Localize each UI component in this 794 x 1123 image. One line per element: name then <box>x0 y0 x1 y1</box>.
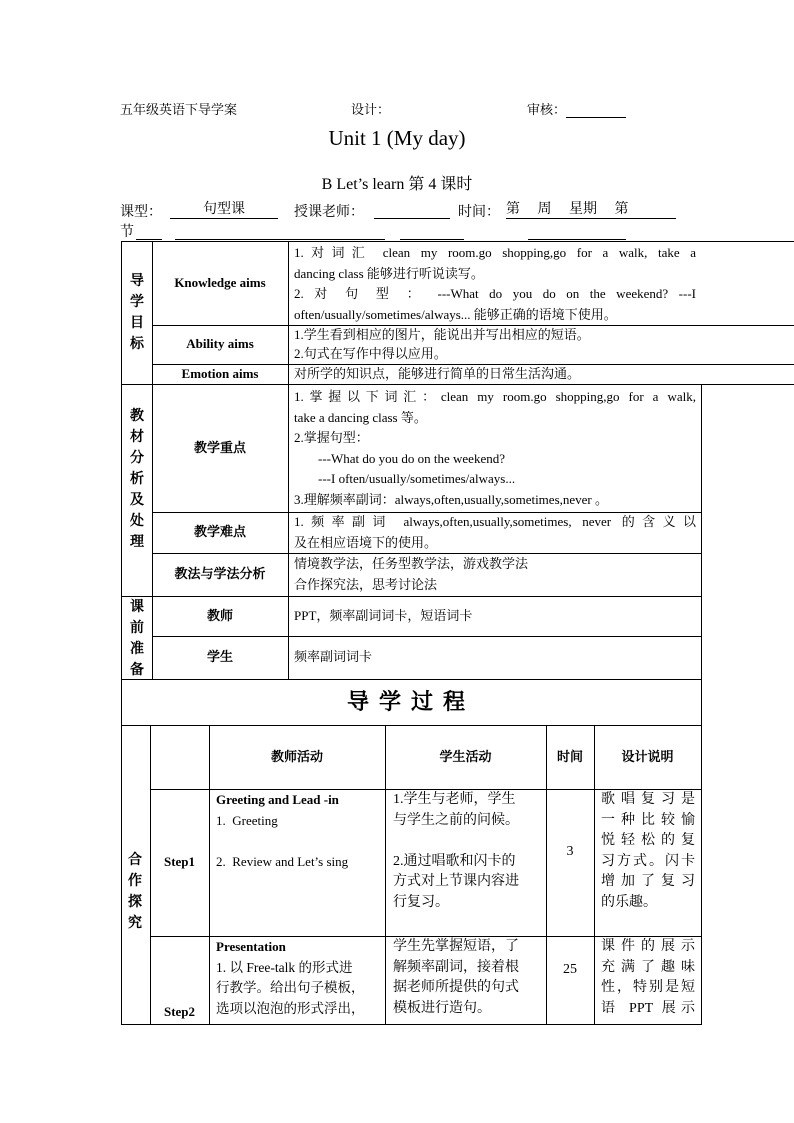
text-line: 课件的展示 <box>601 939 695 954</box>
aims-label: 导学目标 <box>130 274 144 352</box>
step2-teacher-title: Presentation <box>216 939 286 954</box>
text-line: 1.对词汇 clean my room.go shopping,go for a walk, take a <box>294 245 696 260</box>
step1-time: 3 <box>566 844 574 859</box>
knowledge-aims-text <box>294 243 696 325</box>
blank-line <box>400 239 464 240</box>
text-line: 2.通过唱歌和闪卡的 <box>393 853 516 869</box>
text-line: 选项以泡泡的形式浮出， <box>216 1000 365 1016</box>
analysis-label: 教材分析及处理 <box>130 409 144 550</box>
prep-teacher-label: 教师 <box>206 607 233 623</box>
step1-student-activity <box>393 790 543 913</box>
text-line: 与学生之前的问候。 <box>393 812 519 828</box>
type-value: 句型课 <box>170 201 278 219</box>
design-label: 设计： <box>351 102 391 117</box>
text-line: 合作探究法，思考讨论法 <box>294 576 438 592</box>
text-line: dancing class 能够进行听说读写。 <box>294 265 484 281</box>
step2-teacher-activity <box>216 937 382 1019</box>
text-line: 及在相应语境下的使用。 <box>294 534 438 550</box>
step1-teacher-activity <box>216 790 382 872</box>
text-line: 1.频率副词 always,often,usually,sometimes, never 的含义以 <box>294 514 696 529</box>
step1-label: Step1 <box>163 854 196 870</box>
text-line: 2.掌握句型： <box>294 430 369 445</box>
prep-student-label: 学生 <box>206 649 233 665</box>
process-side-label: 合作探究 <box>128 853 142 931</box>
process-title: 导学过程 <box>346 688 475 714</box>
text-line: 方式对上节课内容进 <box>393 874 519 889</box>
text-line: 1. 以 Free-talk 的形式进 <box>216 959 353 975</box>
text-line: 行复习。 <box>393 894 449 910</box>
text-line: 2. Review and Let’s sing <box>216 853 349 869</box>
page-title: Unit 1 (My day) <box>328 126 466 150</box>
review-field <box>527 99 626 118</box>
text-line: 充满了趣味 <box>601 959 695 975</box>
blank-line <box>136 239 162 240</box>
text-line: 1.学生看到相应的图片，能说出并写出相应的短语。 <box>294 327 590 342</box>
method-text <box>294 554 696 595</box>
ability-aims-label: Ability aims <box>186 336 254 352</box>
text-line: often/usually/sometimes/always... 能够正确的语境下使用。 <box>294 306 617 322</box>
text-line: 据老师所提供的句式 <box>393 980 519 995</box>
doc-name: 五年级英语下导学案 <box>120 102 238 117</box>
text-line: 悦轻松的复 <box>601 833 695 848</box>
header-teacher-activity: 教师活动 <box>270 748 323 764</box>
step1-teacher-title: Greeting and Lead -in <box>216 792 339 807</box>
blank-line <box>175 239 385 240</box>
step1-design-note <box>601 790 695 913</box>
text-line: 习方式。闪卡 <box>601 853 695 869</box>
step2-design-note <box>601 937 695 1019</box>
method-label: 教法与学法分析 <box>174 566 266 582</box>
text-line: take a dancing class 等。 <box>294 409 427 425</box>
text-line: 学生先掌握短语，了 <box>393 939 519 954</box>
text-line: 情境教学法，任务型教学法，游戏教学法 <box>294 556 529 571</box>
text-line: ---What do you do on the weekend? <box>318 450 505 466</box>
review-blank <box>566 103 626 118</box>
text-line: 行教学。给出句子模板， <box>216 980 365 995</box>
text-line: 的乐趣。 <box>601 894 657 910</box>
difficulty-text <box>294 512 696 553</box>
text-line: 1.掌握以下词汇：clean my room.go shopping,go for a walk, <box>294 389 696 404</box>
text-line: 1.学生与老师，学生 <box>393 792 516 807</box>
key-points-label: 教学重点 <box>193 439 246 455</box>
time-value: 第 周 星期 第 <box>506 201 676 219</box>
text-line: 语 PPT 展示 <box>601 1000 695 1016</box>
prep-label: 课前准备 <box>130 600 144 678</box>
teacher-label: 授课老师： <box>294 205 364 220</box>
time-label: 时间： <box>458 205 500 220</box>
teacher-blank <box>374 201 450 219</box>
header-student-activity: 学生活动 <box>439 748 492 764</box>
emotion-aims-text: 对所学的知识点，能够进行简单的日常生活沟通。 <box>294 366 581 381</box>
prep-teacher-value: PPT，频率副词词卡，短语词卡 <box>294 607 473 623</box>
text-line: 2.句式在写作中得以应用。 <box>294 346 447 361</box>
emotion-aims-label: Emotion aims <box>181 365 259 381</box>
header-design-note: 设计说明 <box>621 748 674 764</box>
text-line: 一种比较愉 <box>601 812 695 828</box>
text-line: 2. 对 句 型 ： ---What do you do on the weekend? ---I <box>294 286 696 301</box>
prep-student-value: 频率副词词卡 <box>294 649 373 665</box>
step2-student-activity <box>393 937 543 1019</box>
text-line: ---I often/usually/sometimes/always... <box>318 471 516 486</box>
section-label: 节 <box>120 225 134 240</box>
type-label: 课型： <box>120 205 162 220</box>
step2-label: Step2 <box>163 1004 196 1019</box>
review-label: 审核： <box>527 102 567 117</box>
header-time: 时间 <box>556 748 583 764</box>
knowledge-aims-label: Knowledge aims <box>174 274 266 290</box>
blank-line <box>528 239 626 240</box>
text-line: 解频率副词，接着根 <box>393 959 519 975</box>
ability-aims-text <box>294 325 696 363</box>
text-line: 性，特别是短 <box>601 980 695 995</box>
text-line: 增加了复习 <box>601 874 695 889</box>
page-subtitle: B Let’s learn 第 4 课时 <box>321 176 473 193</box>
text-line: 1. Greeting <box>216 812 278 828</box>
key-points-text <box>294 387 696 510</box>
step2-time: 25 <box>563 962 577 977</box>
text-line: 3.理解频率副词：always,often,usually,sometimes,never 。 <box>294 491 608 507</box>
difficulty-label: 教学难点 <box>193 524 246 540</box>
text-line: 歌唱复习是 <box>601 792 695 807</box>
text-line: 模板进行造句。 <box>393 1000 491 1016</box>
